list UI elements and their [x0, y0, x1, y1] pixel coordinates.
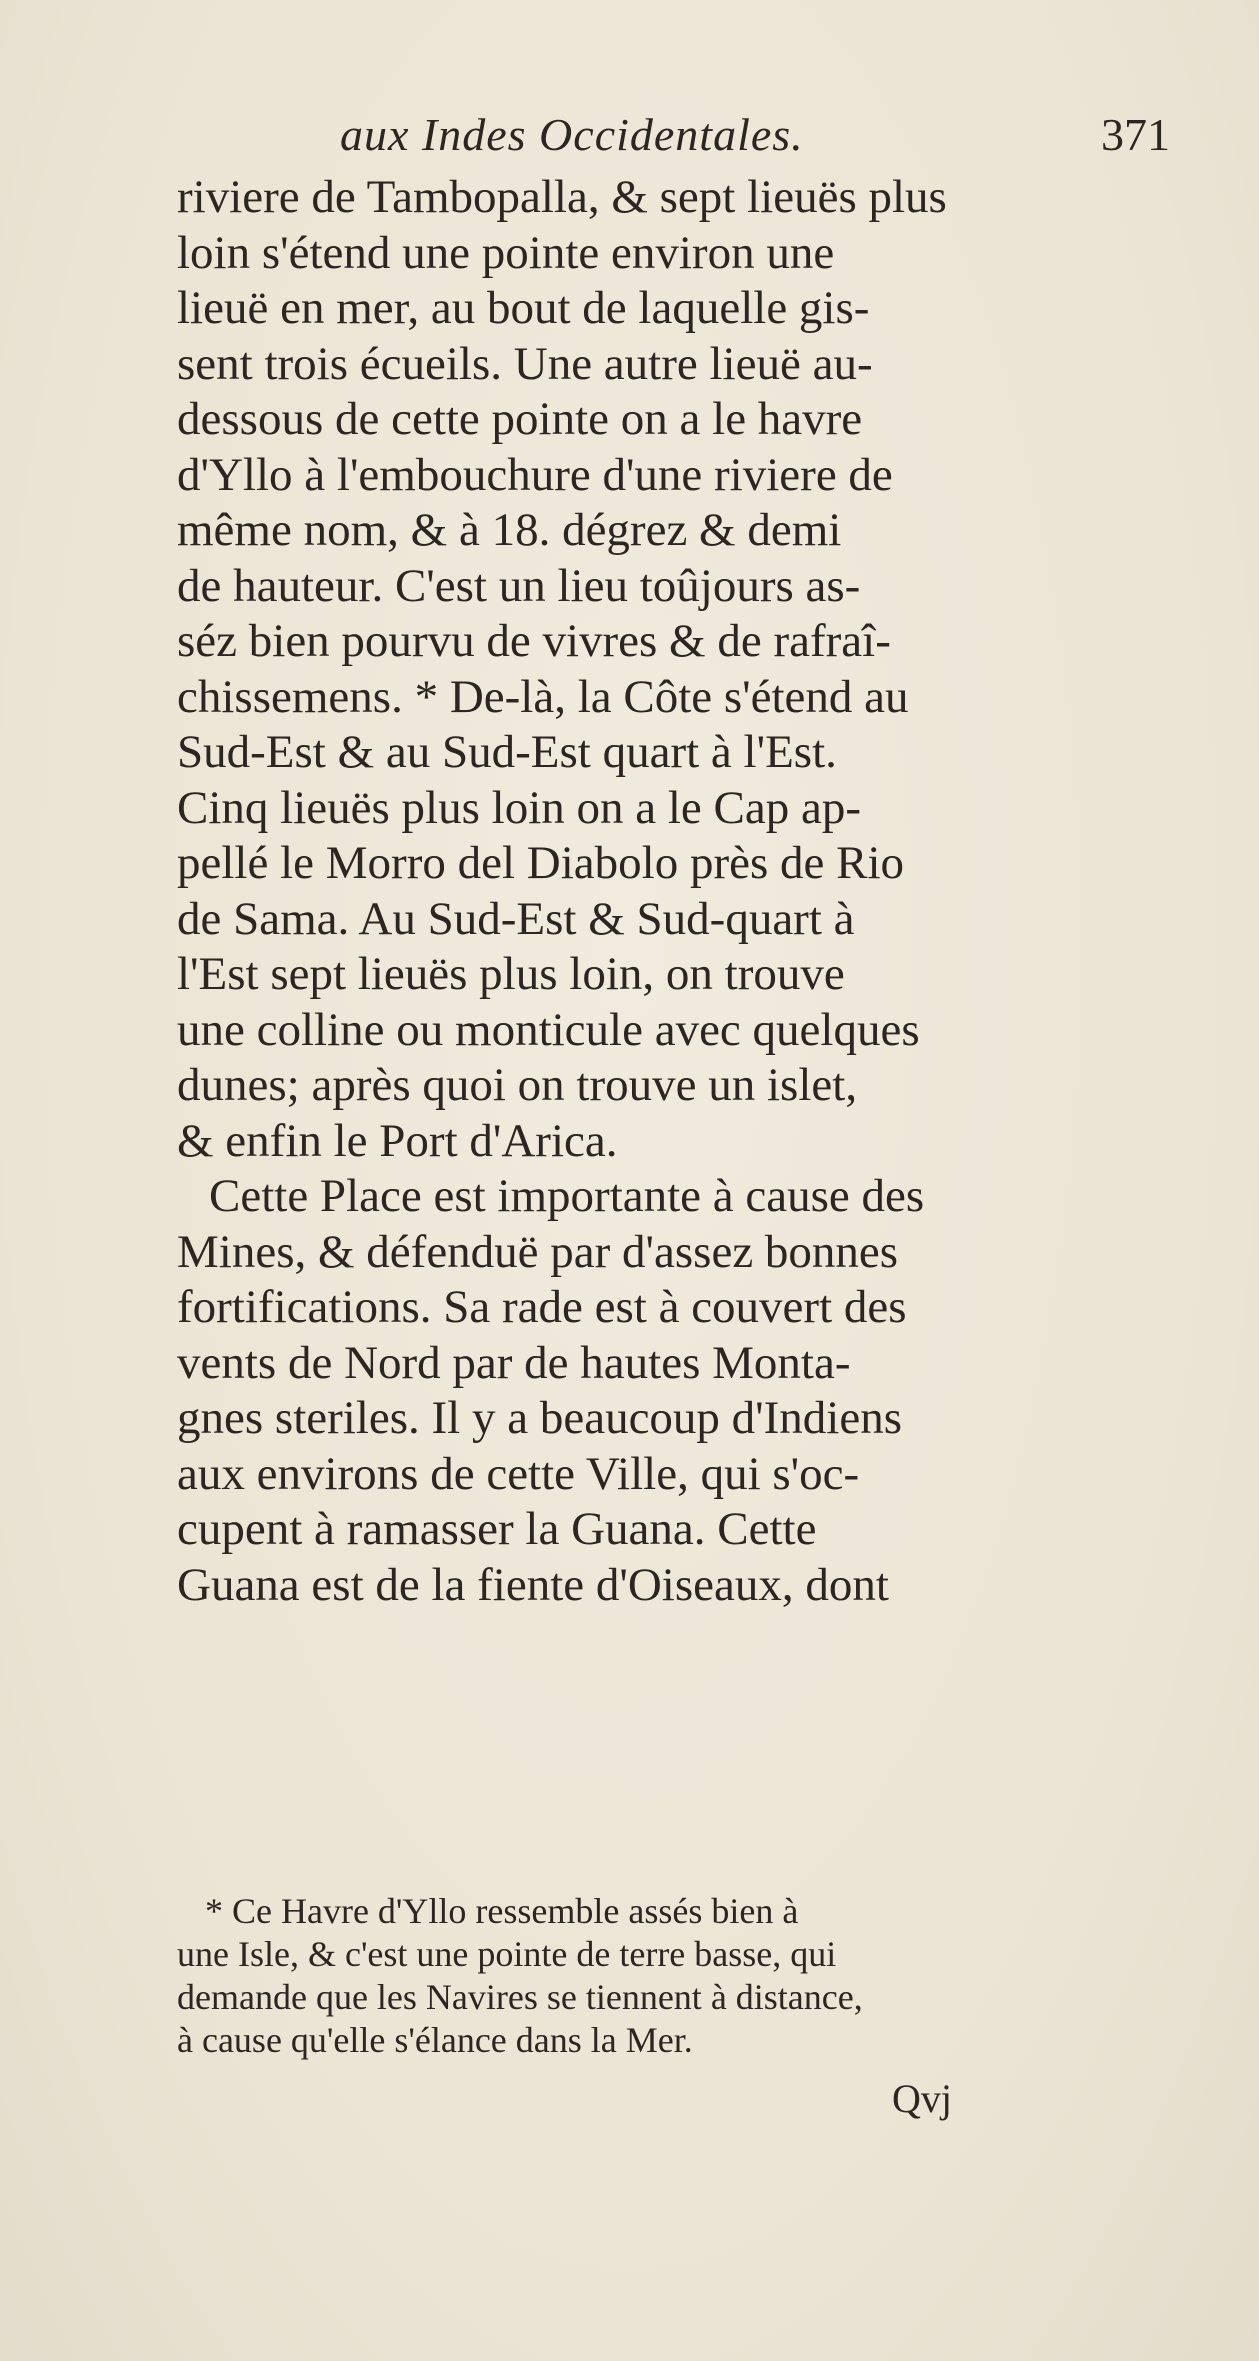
text-line: gnes steriles. Il y a beaucoup d'Indiens — [177, 1392, 903, 1444]
footnote-line: à cause qu'elle s'élance dans la Mer. — [177, 2020, 693, 2060]
text-line: aux environs de cette Ville, qui s'oc- — [177, 1447, 860, 1500]
text-line: Cinq lieuës plus loin on a le Cap ap- — [177, 781, 862, 834]
text-line: sent trois écueils. Une autre lieuë au- — [177, 337, 873, 390]
text-line: riviere de Tambopalla, & sept lieuës plus — [177, 171, 947, 223]
text-line: même nom, & à 18. dégrez & demi — [177, 504, 842, 556]
running-title: aux Indes Occidentales. — [340, 109, 804, 160]
text-line: de Sama. Au Sud-Est & Sud-quart à — [177, 892, 855, 945]
text-line: Guana est de la fiente d'Oiseaux, dont — [177, 1558, 889, 1611]
text-line: Mines, & défenduë par d'assez bonnes — [177, 1225, 899, 1278]
footnote-line: une Isle, & c'est une pointe de terre basse, qui — [177, 1934, 837, 1974]
text-line: dunes; après quoi on trouve un islet, — [177, 1059, 858, 1111]
text-line: Sud-Est & au Sud-Est quart à l'Est. — [177, 726, 837, 778]
signature-mark: Qvj — [892, 2076, 952, 2121]
text-line: dessous de cette pointe on a le havre — [177, 393, 863, 445]
footnote-line: * Ce Havre d'Yllo ressemble assés bien à — [205, 1891, 799, 1931]
text-line: lieuë en mer, au bout de laquelle gis- — [177, 282, 870, 334]
text-line: séz bien pourvu de vivres & de rafraî- — [177, 615, 891, 667]
paragraph-start-line: Cette Place est importante à cause des — [209, 1170, 925, 1222]
footnote — [177, 1890, 1152, 2062]
text-line: loin s'étend une pointe environ une — [177, 226, 835, 279]
page-header — [160, 108, 1170, 172]
text-line: une colline ou monticule avec quelques — [177, 1003, 920, 1056]
text-line: l'Est sept lieuës plus loin, on trouve — [177, 948, 845, 1000]
footnote-line: demande que les Navires se tiennent à distance, — [177, 1977, 863, 2017]
text-line: chissemens. * De-là, la Côte s'étend au — [177, 670, 909, 723]
text-line: pellé le Morro del Diabolo près de Rio — [177, 837, 905, 889]
text-line: de hauteur. C'est un lieu toûjours as- — [177, 559, 861, 612]
main-text — [177, 170, 1152, 1613]
text-line: d'Yllo à l'embouchure d'une riviere de — [177, 448, 893, 501]
text-line: & enfin le Port d'Arica. — [177, 1114, 618, 1167]
text-line: vents de Nord par de hautes Monta- — [177, 1336, 851, 1389]
page-number: 371 — [1101, 109, 1170, 160]
text-line: fortifications. Sa rade est à couvert des — [177, 1281, 907, 1333]
text-line: cupent à ramasser la Guana. Cette — [177, 1503, 817, 1555]
